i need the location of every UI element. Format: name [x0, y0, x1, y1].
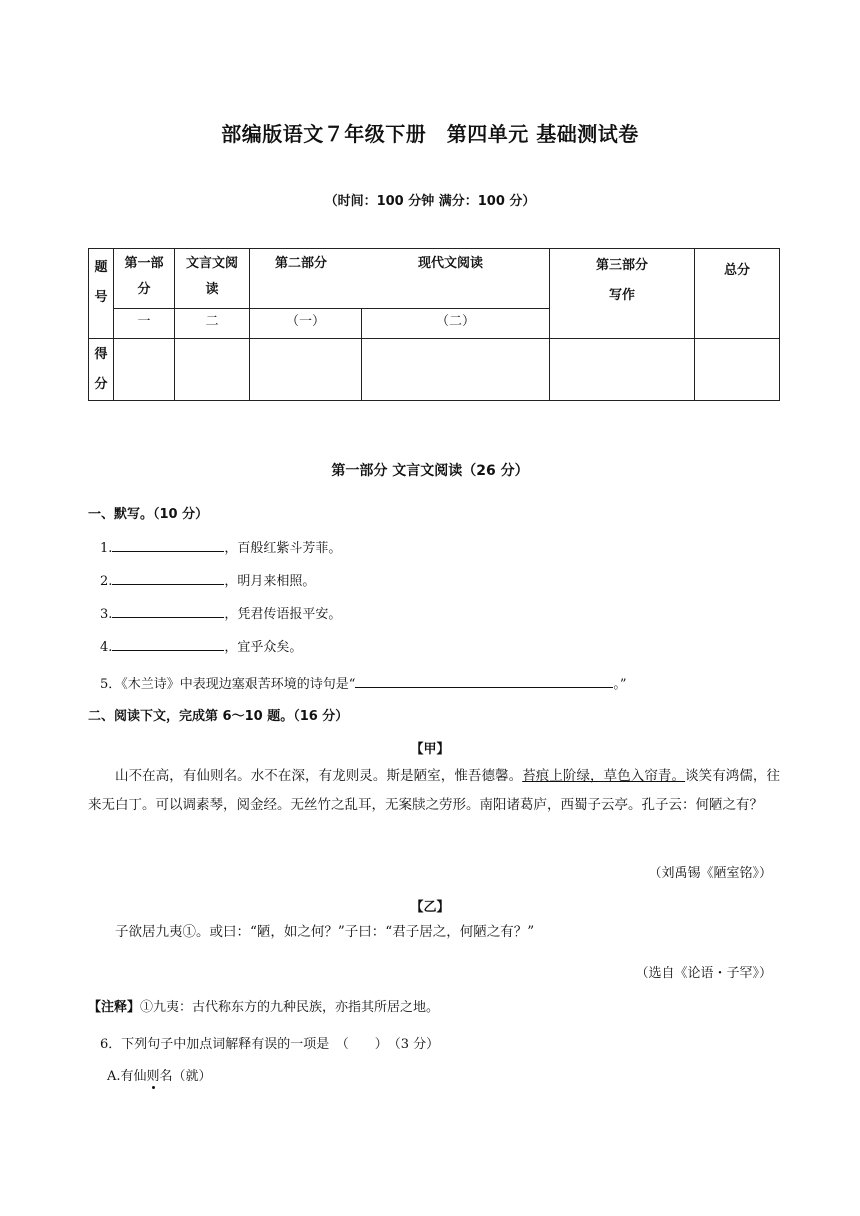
- q6-option-a[interactable]: [107, 1065, 212, 1084]
- item-num: 1.: [100, 541, 113, 556]
- part2-cell: [250, 249, 550, 309]
- jia-text-2: 谈笑有鸿儒，往来无白丁。可以调素琴，阅金经。无丝竹之乱耳，无案牍之劳形。南阳诸葛庐，西蜀子云亭。孔子云：何陋之有？: [88, 768, 781, 813]
- total-cell: 总分: [695, 249, 780, 339]
- defen-cell: [89, 339, 114, 401]
- q1-item-5: [100, 673, 627, 692]
- sub-er: 二: [175, 309, 250, 339]
- answer-blank[interactable]: [355, 674, 613, 688]
- page-title: 部编版语文７年级下册 第四单元 基础测试卷: [221, 122, 639, 146]
- q2-heading: 二、阅读下文，完成第 6～10 题。（16 分）: [88, 709, 349, 724]
- item-num: 2.: [100, 574, 113, 589]
- score-table: [88, 248, 780, 401]
- q1-item-1: [100, 537, 341, 556]
- q1-item-4: [100, 636, 302, 655]
- section1-heading: 第一部分 文言文阅读（26 分）: [331, 463, 529, 479]
- answer-blank[interactable]: [112, 538, 224, 552]
- part2-label: 第二部分: [275, 256, 328, 271]
- tihao-char-1: 题: [94, 260, 108, 275]
- item-text: ，凭君传语报平安。: [224, 607, 342, 622]
- tihao-cell: [89, 249, 114, 339]
- item-text: ，百般红紫斗芳菲。: [224, 541, 342, 556]
- q1-item-2: [100, 570, 315, 589]
- answer-blank[interactable]: [112, 571, 224, 585]
- item-text: ，宜乎众矣。: [224, 640, 303, 655]
- score-input-5[interactable]: [550, 339, 695, 401]
- score-input-total[interactable]: [695, 339, 780, 401]
- part3-line2: 写作: [608, 288, 635, 303]
- defen-char-2: 分: [94, 377, 108, 392]
- wenyan-cell: [175, 249, 250, 309]
- item-num: 4.: [100, 640, 113, 655]
- sub-2: （二）: [362, 309, 550, 339]
- note-text: ①九夷：古代称东方的九种民族，亦指其所居之地。: [140, 1000, 440, 1015]
- q6-stem: 6．下列句子中加点词解释有误的一项是 （ ） （3 分）: [100, 1037, 440, 1052]
- part3-cell: [550, 249, 695, 339]
- emphasis-dot-char: 则: [146, 1069, 160, 1084]
- item5-prefix: 5．《木兰诗》中表现边塞艰苦环境的诗句是“: [100, 677, 356, 692]
- item5-suffix: 。”: [613, 677, 627, 692]
- jia-underlined: 苔痕上阶绿，草色入帘青。: [522, 768, 686, 784]
- answer-blank[interactable]: [112, 637, 224, 651]
- score-input-2[interactable]: [175, 339, 250, 401]
- modern-label: 现代文阅读: [418, 256, 484, 271]
- yi-source: （选自《论语・子罕》）: [635, 966, 772, 981]
- part1-line2: 分: [137, 282, 151, 297]
- tihao-char-2: 号: [94, 290, 108, 305]
- option-a-prefix: A.有仙: [107, 1069, 147, 1084]
- score-input-1[interactable]: [114, 339, 175, 401]
- score-input-4[interactable]: [362, 339, 550, 401]
- yi-label: 【乙】: [410, 900, 450, 915]
- sub-yi: 一: [114, 309, 175, 339]
- wenyan-line2: 读: [205, 282, 219, 297]
- answer-blank[interactable]: [112, 604, 224, 618]
- part1-line1: 第一部: [124, 256, 164, 271]
- item-text: ，明月来相照。: [224, 574, 316, 589]
- note-label: 【注释】: [88, 1000, 141, 1015]
- jia-source: （刘禹锡《陋室铭》）: [648, 866, 772, 881]
- score-input-3[interactable]: [250, 339, 362, 401]
- item-num: 3.: [100, 607, 113, 622]
- part1-cell: [114, 249, 175, 309]
- sub-1: （一）: [250, 309, 362, 339]
- q1-item-3: [100, 603, 341, 622]
- jia-text-1: 山不在高，有仙则名。水不在深，有龙则灵。斯是陋室，惟吾德馨。: [115, 768, 523, 784]
- option-a-suffix: 名（就）: [159, 1069, 212, 1084]
- jia-label: 【甲】: [410, 742, 450, 757]
- part3-line1: 第三部分: [595, 258, 648, 273]
- q1-heading: 一、默写。（10 分）: [88, 507, 209, 522]
- note: [88, 996, 439, 1015]
- time-info: （时间：100 分钟 满分：100 分）: [324, 194, 536, 209]
- yi-passage: 子欲居九夷①。或曰：“陋，如之何？”子曰：“君子居之，何陋之有？”: [115, 924, 535, 940]
- wenyan-line1: 文言文阅: [185, 256, 238, 271]
- jia-passage: [88, 762, 780, 820]
- defen-char-1: 得: [94, 347, 108, 362]
